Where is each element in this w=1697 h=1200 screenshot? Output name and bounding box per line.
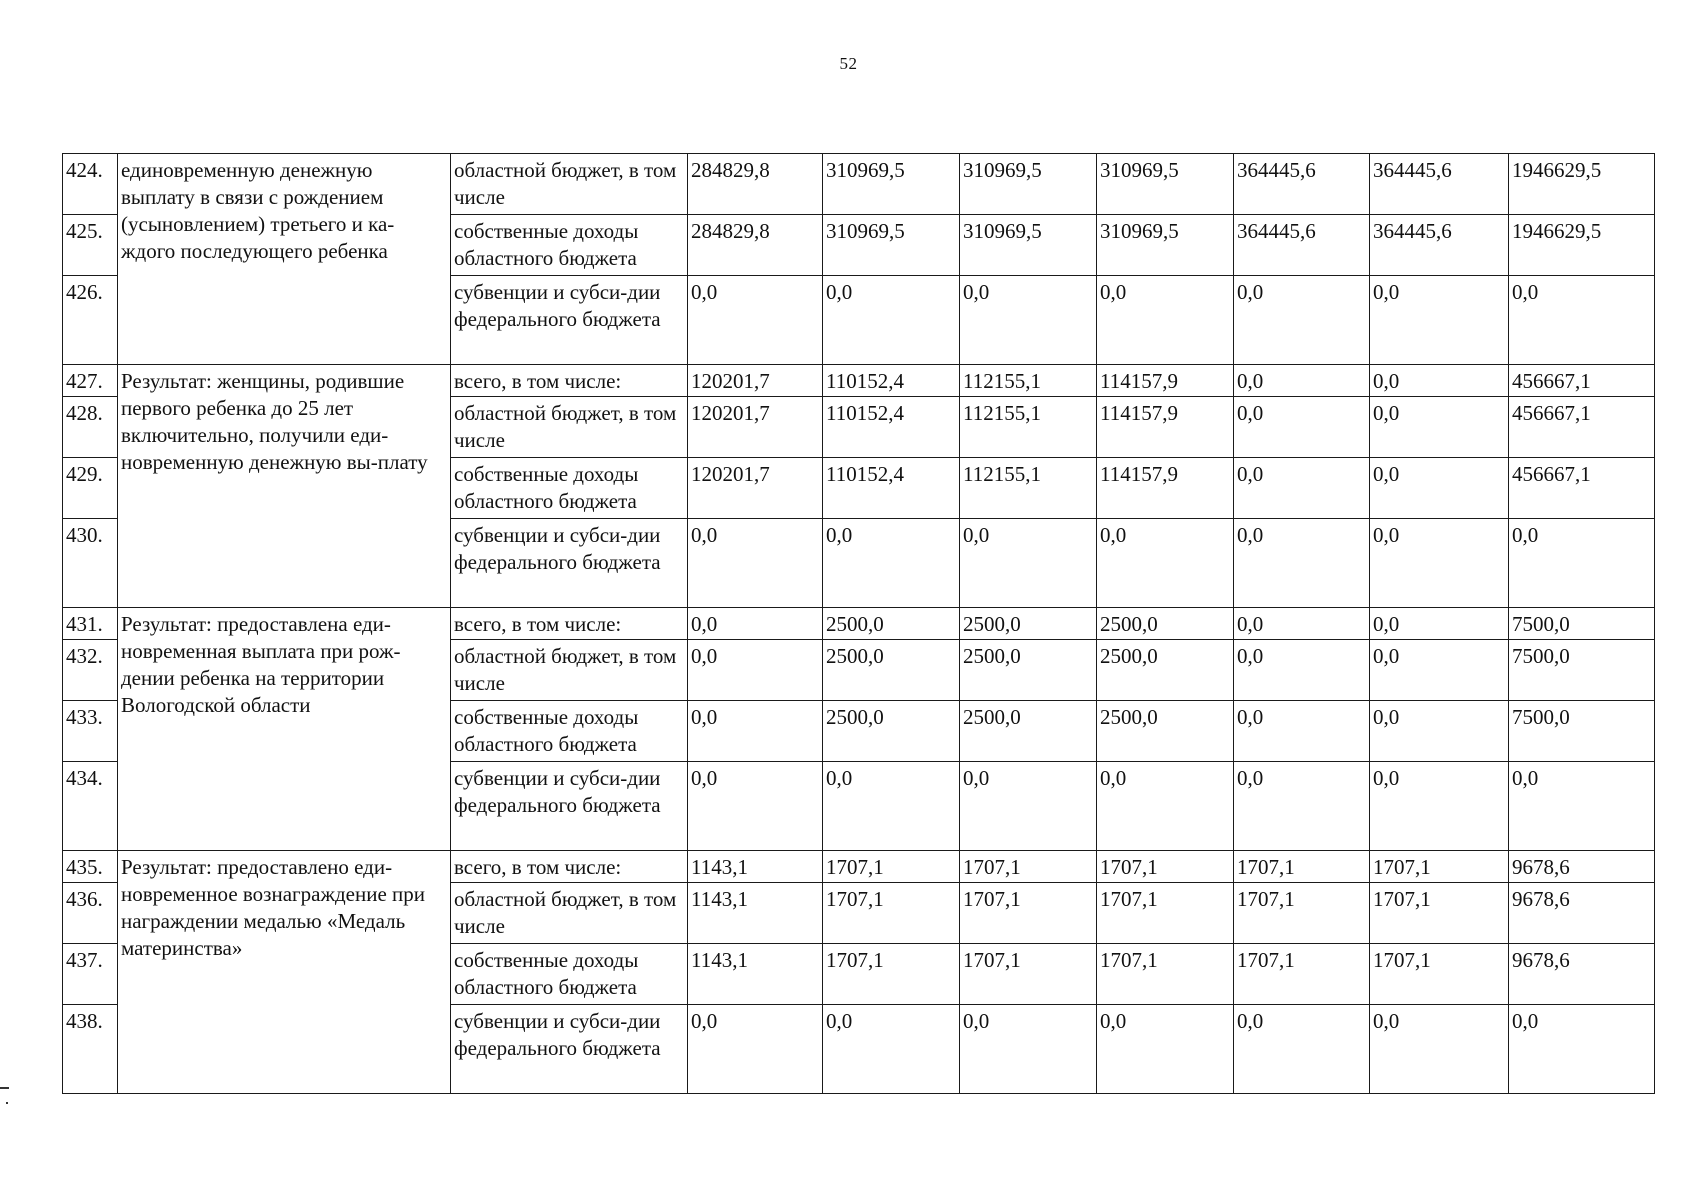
- year-value: 2500,0: [1097, 608, 1234, 640]
- year-value: 0,0: [1370, 365, 1509, 397]
- year-value: 1707,1: [960, 944, 1097, 1005]
- total-value: 1946629,5: [1509, 215, 1655, 276]
- funding-source: всего, в том числе:: [451, 851, 688, 883]
- year-value: 1707,1: [1370, 851, 1509, 883]
- row-number: 432.: [63, 640, 118, 701]
- year-value: 2500,0: [1097, 701, 1234, 762]
- funding-source: субвенции и субси-дии федерального бюджета: [451, 519, 688, 608]
- year-value: 0,0: [1370, 458, 1509, 519]
- year-value: 364445,6: [1370, 215, 1509, 276]
- year-value: 112155,1: [960, 458, 1097, 519]
- year-value: 120201,7: [688, 365, 823, 397]
- total-value: 456667,1: [1509, 397, 1655, 458]
- year-value: 0,0: [1234, 519, 1370, 608]
- year-value: 0,0: [1097, 276, 1234, 365]
- year-value: 0,0: [688, 276, 823, 365]
- year-value: 0,0: [688, 762, 823, 851]
- table-row: [63, 154, 1655, 215]
- year-value: 0,0: [1097, 1005, 1234, 1094]
- year-value: 2500,0: [1097, 640, 1234, 701]
- funding-source: областной бюджет, в том числе: [451, 640, 688, 701]
- year-value: 1707,1: [1097, 851, 1234, 883]
- funding-source: собственные доходы областного бюджета: [451, 701, 688, 762]
- year-value: 0,0: [823, 276, 960, 365]
- year-value: 0,0: [1234, 762, 1370, 851]
- year-value: 0,0: [960, 1005, 1097, 1094]
- row-number: 436.: [63, 883, 118, 944]
- row-number: 426.: [63, 276, 118, 365]
- year-value: 0,0: [1370, 276, 1509, 365]
- total-value: 0,0: [1509, 519, 1655, 608]
- total-value: 9678,6: [1509, 851, 1655, 883]
- funding-source: субвенции и субси-дии федерального бюджета: [451, 1005, 688, 1094]
- row-number: 438.: [63, 1005, 118, 1094]
- scan-mark: [6, 1102, 8, 1104]
- year-value: 1707,1: [960, 851, 1097, 883]
- funding-source: собственные доходы областного бюджета: [451, 458, 688, 519]
- row-number: 430.: [63, 519, 118, 608]
- funding-source: областной бюджет, в том числе: [451, 154, 688, 215]
- year-value: 0,0: [688, 640, 823, 701]
- year-value: 0,0: [960, 519, 1097, 608]
- scan-mark: [0, 1087, 9, 1089]
- year-value: 110152,4: [823, 397, 960, 458]
- year-value: 114157,9: [1097, 458, 1234, 519]
- year-value: 114157,9: [1097, 397, 1234, 458]
- funding-source: субвенции и субси-дии федерального бюджета: [451, 762, 688, 851]
- year-value: 1707,1: [960, 883, 1097, 944]
- year-value: 310969,5: [823, 154, 960, 215]
- year-value: 0,0: [688, 701, 823, 762]
- year-value: 0,0: [1370, 608, 1509, 640]
- year-value: 0,0: [1097, 762, 1234, 851]
- year-value: 112155,1: [960, 365, 1097, 397]
- total-value: 7500,0: [1509, 608, 1655, 640]
- year-value: 0,0: [960, 276, 1097, 365]
- year-value: 2500,0: [960, 608, 1097, 640]
- funding-source: всего, в том числе:: [451, 365, 688, 397]
- year-value: 0,0: [823, 762, 960, 851]
- year-value: 364445,6: [1234, 154, 1370, 215]
- row-number: 437.: [63, 944, 118, 1005]
- row-number: 429.: [63, 458, 118, 519]
- funding-source: субвенции и субси-дии федерального бюджета: [451, 276, 688, 365]
- row-number: 425.: [63, 215, 118, 276]
- year-value: 0,0: [1234, 458, 1370, 519]
- year-value: 0,0: [1234, 608, 1370, 640]
- funding-source: собственные доходы областного бюджета: [451, 215, 688, 276]
- year-value: 0,0: [688, 608, 823, 640]
- result-description: Результат: предоставлено еди-новременное вознаграждение при награждении медалью «Медаль материнства»: [118, 851, 451, 1094]
- total-value: 9678,6: [1509, 883, 1655, 944]
- total-value: 7500,0: [1509, 640, 1655, 701]
- year-value: 2500,0: [960, 701, 1097, 762]
- year-value: 110152,4: [823, 458, 960, 519]
- funding-source: всего, в том числе:: [451, 608, 688, 640]
- year-value: 2500,0: [960, 640, 1097, 701]
- funding-source: областной бюджет, в том числе: [451, 883, 688, 944]
- year-value: 364445,6: [1234, 215, 1370, 276]
- table-row: [63, 608, 1655, 640]
- year-value: 0,0: [1234, 640, 1370, 701]
- year-value: 1707,1: [823, 944, 960, 1005]
- year-value: 1707,1: [1097, 944, 1234, 1005]
- year-value: 310969,5: [960, 154, 1097, 215]
- year-value: 0,0: [1370, 1005, 1509, 1094]
- year-value: 310969,5: [1097, 154, 1234, 215]
- year-value: 120201,7: [688, 458, 823, 519]
- total-value: 9678,6: [1509, 944, 1655, 1005]
- year-value: 1707,1: [1370, 883, 1509, 944]
- year-value: 0,0: [1370, 762, 1509, 851]
- row-number: 433.: [63, 701, 118, 762]
- row-number: 435.: [63, 851, 118, 883]
- table-row: [63, 851, 1655, 883]
- year-value: 0,0: [1097, 519, 1234, 608]
- year-value: 1143,1: [688, 851, 823, 883]
- total-value: 0,0: [1509, 1005, 1655, 1094]
- year-value: 120201,7: [688, 397, 823, 458]
- row-number: 424.: [63, 154, 118, 215]
- row-number: 428.: [63, 397, 118, 458]
- total-value: 7500,0: [1509, 701, 1655, 762]
- table-row: [63, 365, 1655, 397]
- result-description: единовременную денежную выплату в связи с рождением (усыновлением) третьего и ка-ждого последующего ребенка: [118, 154, 451, 365]
- year-value: 1143,1: [688, 883, 823, 944]
- total-value: 456667,1: [1509, 365, 1655, 397]
- funding-source: областной бюджет, в том числе: [451, 397, 688, 458]
- page-number: 52: [839, 54, 858, 73]
- year-value: 310969,5: [823, 215, 960, 276]
- year-value: 1707,1: [1234, 944, 1370, 1005]
- total-value: 1946629,5: [1509, 154, 1655, 215]
- year-value: 1707,1: [823, 851, 960, 883]
- result-description: Результат: женщины, родившие первого ребенка до 25 лет включительно, получили еди-новременную денежную вы-плату: [118, 365, 451, 608]
- year-value: 0,0: [1234, 1005, 1370, 1094]
- year-value: 0,0: [1234, 701, 1370, 762]
- year-value: 0,0: [1370, 397, 1509, 458]
- total-value: 0,0: [1509, 276, 1655, 365]
- total-value: 456667,1: [1509, 458, 1655, 519]
- year-value: 1707,1: [1234, 883, 1370, 944]
- year-value: 2500,0: [823, 701, 960, 762]
- year-value: 114157,9: [1097, 365, 1234, 397]
- row-number: 434.: [63, 762, 118, 851]
- budget-table: [62, 153, 1655, 1094]
- year-value: 0,0: [1370, 701, 1509, 762]
- year-value: 0,0: [688, 1005, 823, 1094]
- year-value: 1707,1: [823, 883, 960, 944]
- year-value: 310969,5: [960, 215, 1097, 276]
- year-value: 0,0: [688, 519, 823, 608]
- year-value: 112155,1: [960, 397, 1097, 458]
- year-value: 110152,4: [823, 365, 960, 397]
- result-description: Результат: предоставлена еди-новременная выплата при рож-дении ребенка на территории Вологодской области: [118, 608, 451, 851]
- year-value: 0,0: [823, 519, 960, 608]
- year-value: 0,0: [1234, 365, 1370, 397]
- table-body: [63, 154, 1655, 1094]
- row-number: 431.: [63, 608, 118, 640]
- year-value: 0,0: [1234, 397, 1370, 458]
- funding-source: собственные доходы областного бюджета: [451, 944, 688, 1005]
- year-value: 1707,1: [1234, 851, 1370, 883]
- year-value: 0,0: [1234, 276, 1370, 365]
- row-number: 427.: [63, 365, 118, 397]
- year-value: 1707,1: [1097, 883, 1234, 944]
- year-value: 0,0: [1370, 519, 1509, 608]
- year-value: 364445,6: [1370, 154, 1509, 215]
- year-value: 310969,5: [1097, 215, 1234, 276]
- year-value: 284829,8: [688, 154, 823, 215]
- total-value: 0,0: [1509, 762, 1655, 851]
- year-value: 2500,0: [823, 608, 960, 640]
- year-value: 0,0: [960, 762, 1097, 851]
- year-value: 284829,8: [688, 215, 823, 276]
- year-value: 2500,0: [823, 640, 960, 701]
- year-value: 1143,1: [688, 944, 823, 1005]
- year-value: 1707,1: [1370, 944, 1509, 1005]
- year-value: 0,0: [823, 1005, 960, 1094]
- year-value: 0,0: [1370, 640, 1509, 701]
